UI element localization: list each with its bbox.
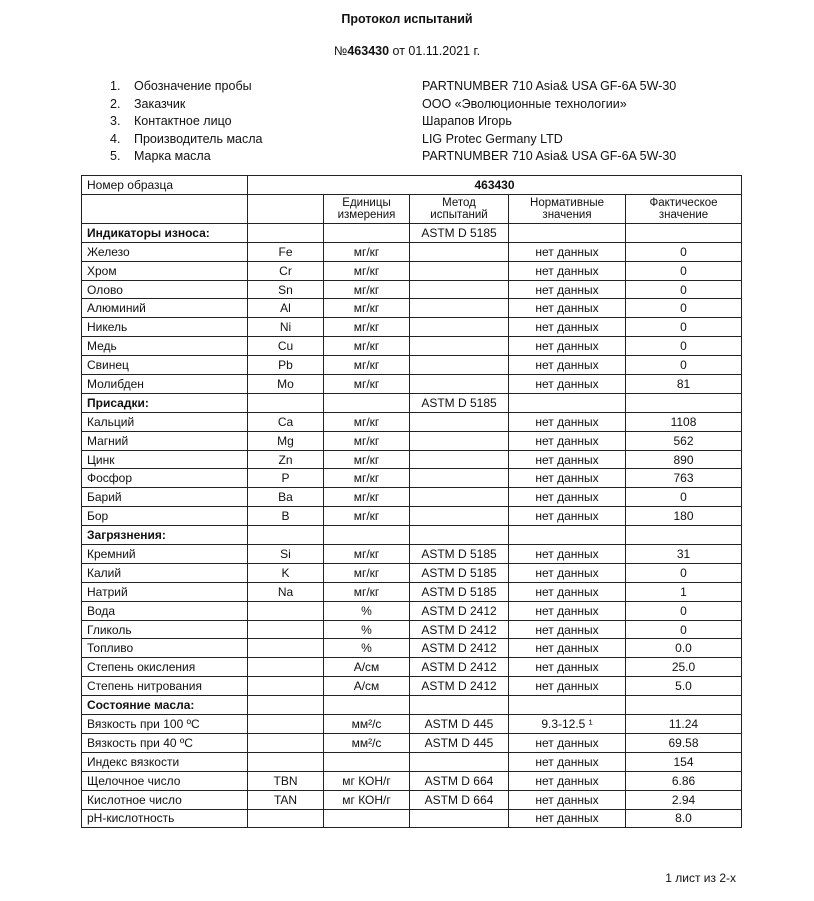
parameter-symbol: TAN bbox=[248, 790, 324, 809]
parameter-method bbox=[410, 242, 509, 261]
info-number: 1. bbox=[110, 79, 121, 93]
parameter-normative: нет данных bbox=[509, 790, 626, 809]
parameter-unit: А/см bbox=[324, 677, 410, 696]
parameter-value: 2.94 bbox=[626, 790, 742, 809]
parameter-value: 0 bbox=[626, 318, 742, 337]
table-row bbox=[82, 299, 742, 318]
section-row bbox=[82, 526, 742, 545]
parameter-name: Степень нитрования bbox=[82, 677, 248, 696]
parameter-unit: мг/кг bbox=[324, 280, 410, 299]
parameter-unit: мг КОН/г bbox=[324, 771, 410, 790]
parameter-normative: нет данных bbox=[509, 375, 626, 394]
parameter-unit: мг/кг bbox=[324, 545, 410, 564]
table-row bbox=[82, 658, 742, 677]
parameter-method bbox=[410, 469, 509, 488]
table-row bbox=[82, 677, 742, 696]
section-row bbox=[82, 393, 742, 412]
column-header-units: Единицы измерения bbox=[324, 194, 410, 223]
parameter-normative: нет данных bbox=[509, 488, 626, 507]
parameter-symbol: Na bbox=[248, 582, 324, 601]
parameter-symbol bbox=[248, 658, 324, 677]
parameter-method: ASTM D 2412 bbox=[410, 677, 509, 696]
table-row bbox=[82, 488, 742, 507]
parameter-normative: нет данных bbox=[509, 677, 626, 696]
parameter-value: 154 bbox=[626, 752, 742, 771]
section-title: Индикаторы износа: bbox=[82, 223, 248, 242]
parameter-value: 0 bbox=[626, 261, 742, 280]
parameter-symbol bbox=[248, 639, 324, 658]
parameter-name: Вязкость при 40 ºС bbox=[82, 733, 248, 752]
parameter-symbol bbox=[248, 620, 324, 639]
info-label: Производитель масла bbox=[134, 131, 263, 146]
sample-number-value: 463430 bbox=[248, 176, 742, 195]
section-title: Состояние масла: bbox=[82, 696, 248, 715]
parameter-value: 69.58 bbox=[626, 733, 742, 752]
parameter-name: pH-кислотность bbox=[82, 809, 248, 828]
parameter-normative: нет данных bbox=[509, 280, 626, 299]
parameter-value: 5.0 bbox=[626, 677, 742, 696]
parameter-normative: нет данных bbox=[509, 582, 626, 601]
table-row bbox=[82, 809, 742, 828]
parameter-value: 81 bbox=[626, 375, 742, 394]
parameter-value: 31 bbox=[626, 545, 742, 564]
info-row bbox=[110, 113, 730, 131]
parameter-symbol: P bbox=[248, 469, 324, 488]
parameter-symbol: Mo bbox=[248, 375, 324, 394]
cell-empty bbox=[509, 696, 626, 715]
parameter-unit: % bbox=[324, 620, 410, 639]
parameter-value: 0.0 bbox=[626, 639, 742, 658]
parameter-name: Цинк bbox=[82, 450, 248, 469]
parameter-name: Индекс вязкости bbox=[82, 752, 248, 771]
table-row bbox=[82, 507, 742, 526]
section-row bbox=[82, 696, 742, 715]
parameter-normative: нет данных bbox=[509, 771, 626, 790]
table-row bbox=[82, 469, 742, 488]
table-row bbox=[82, 375, 742, 394]
table-row bbox=[82, 318, 742, 337]
parameter-symbol: TBN bbox=[248, 771, 324, 790]
parameter-symbol bbox=[248, 809, 324, 828]
info-value: PARTNUMBER 710 Asia& USA GF-6A 5W-30 bbox=[422, 79, 677, 93]
protocol-date: от 01.11.2021 г. bbox=[389, 44, 481, 58]
parameter-normative: нет данных bbox=[509, 242, 626, 261]
parameter-normative: нет данных bbox=[509, 450, 626, 469]
table-row bbox=[82, 715, 742, 734]
parameter-method bbox=[410, 280, 509, 299]
table-row bbox=[82, 620, 742, 639]
parameter-value: 0 bbox=[626, 337, 742, 356]
cell-empty bbox=[324, 223, 410, 242]
parameter-method: ASTM D 2412 bbox=[410, 620, 509, 639]
parameter-method bbox=[410, 450, 509, 469]
parameter-unit: мг/кг bbox=[324, 488, 410, 507]
parameter-name: Кислотное число bbox=[82, 790, 248, 809]
parameter-unit bbox=[324, 752, 410, 771]
table-row bbox=[82, 790, 742, 809]
parameter-unit: мг/кг bbox=[324, 356, 410, 375]
section-method: ASTM D 5185 bbox=[410, 393, 509, 412]
parameter-normative: нет данных bbox=[509, 809, 626, 828]
parameter-normative: нет данных bbox=[509, 601, 626, 620]
parameter-symbol: Si bbox=[248, 545, 324, 564]
section-title: Загрязнения: bbox=[82, 526, 248, 545]
parameter-value: 25.0 bbox=[626, 658, 742, 677]
info-row bbox=[110, 131, 730, 149]
cell-empty bbox=[626, 393, 742, 412]
protocol-number: 463430 bbox=[347, 44, 390, 58]
info-label: Марка масла bbox=[134, 149, 211, 164]
parameter-normative: нет данных bbox=[509, 469, 626, 488]
cell-empty bbox=[248, 526, 324, 545]
parameter-value: 0 bbox=[626, 563, 742, 582]
parameter-name: Никель bbox=[82, 318, 248, 337]
parameter-symbol: Ni bbox=[248, 318, 324, 337]
cell-empty bbox=[626, 526, 742, 545]
parameter-symbol: Ca bbox=[248, 412, 324, 431]
parameter-method bbox=[410, 752, 509, 771]
parameter-method: ASTM D 5185 bbox=[410, 563, 509, 582]
parameter-unit: % bbox=[324, 639, 410, 658]
parameter-value: 11.24 bbox=[626, 715, 742, 734]
parameter-method: ASTM D 5185 bbox=[410, 582, 509, 601]
parameter-method: ASTM D 2412 bbox=[410, 639, 509, 658]
info-value: PARTNUMBER 710 Asia& USA GF-6A 5W-30 bbox=[422, 149, 677, 164]
info-label: Контактное лицо bbox=[134, 114, 232, 129]
parameter-unit: мг/кг bbox=[324, 261, 410, 280]
protocol-number-prefix: № bbox=[333, 44, 348, 58]
parameter-symbol: Mg bbox=[248, 431, 324, 450]
info-number: 5. bbox=[110, 149, 121, 164]
info-number: 4. bbox=[110, 131, 121, 146]
parameter-unit: мг/кг bbox=[324, 469, 410, 488]
parameter-value: 1 bbox=[626, 582, 742, 601]
parameter-normative: нет данных bbox=[509, 658, 626, 677]
parameter-value: 8.0 bbox=[626, 809, 742, 828]
parameter-unit: мм²/с bbox=[324, 715, 410, 734]
parameter-method: ASTM D 664 bbox=[410, 790, 509, 809]
cell-empty bbox=[324, 393, 410, 412]
parameter-unit: мм²/с bbox=[324, 733, 410, 752]
parameter-value: 180 bbox=[626, 507, 742, 526]
parameter-symbol: Ba bbox=[248, 488, 324, 507]
table-row bbox=[82, 563, 742, 582]
parameter-unit: мг/кг bbox=[324, 299, 410, 318]
parameter-name: Барий bbox=[82, 488, 248, 507]
parameter-unit: мг/кг bbox=[324, 337, 410, 356]
cell-empty bbox=[324, 696, 410, 715]
parameter-method: ASTM D 2412 bbox=[410, 601, 509, 620]
sample-info-list bbox=[110, 78, 730, 166]
table-row bbox=[82, 450, 742, 469]
parameter-value: 0 bbox=[626, 356, 742, 375]
parameter-name: Олово bbox=[82, 280, 248, 299]
parameter-name: Магний bbox=[82, 431, 248, 450]
parameter-normative: нет данных bbox=[509, 620, 626, 639]
table-row bbox=[82, 261, 742, 280]
parameter-name: Кремний bbox=[82, 545, 248, 564]
section-title: Присадки: bbox=[82, 393, 248, 412]
parameter-symbol bbox=[248, 677, 324, 696]
sample-number-label: Номер образца bbox=[82, 176, 248, 195]
parameter-name: Хром bbox=[82, 261, 248, 280]
parameter-name: Щелочное число bbox=[82, 771, 248, 790]
parameter-unit: мг/кг bbox=[324, 431, 410, 450]
parameter-normative: 9.3-12.5 ¹ bbox=[509, 715, 626, 734]
info-number: 3. bbox=[110, 114, 121, 129]
table-row bbox=[82, 582, 742, 601]
parameter-name: Топливо bbox=[82, 639, 248, 658]
parameter-value: 0 bbox=[626, 299, 742, 318]
column-header-method: Метод испытаний bbox=[410, 194, 509, 223]
parameter-symbol: Fe bbox=[248, 242, 324, 261]
parameter-symbol bbox=[248, 601, 324, 620]
table-row bbox=[82, 412, 742, 431]
cell-empty bbox=[248, 696, 324, 715]
parameter-name: Железо bbox=[82, 242, 248, 261]
cell-empty bbox=[248, 393, 324, 412]
parameter-normative: нет данных bbox=[509, 318, 626, 337]
parameter-normative: нет данных bbox=[509, 563, 626, 582]
cell-empty bbox=[626, 223, 742, 242]
parameter-normative: нет данных bbox=[509, 299, 626, 318]
parameter-unit: мг/кг bbox=[324, 375, 410, 394]
parameter-symbol: B bbox=[248, 507, 324, 526]
parameter-method bbox=[410, 488, 509, 507]
parameter-method bbox=[410, 412, 509, 431]
parameter-unit: мг/кг bbox=[324, 507, 410, 526]
parameter-name: Молибден bbox=[82, 375, 248, 394]
cell-empty bbox=[509, 526, 626, 545]
parameter-symbol bbox=[248, 752, 324, 771]
parameter-method: ASTM D 2412 bbox=[410, 658, 509, 677]
parameter-normative: нет данных bbox=[509, 733, 626, 752]
parameter-unit: мг/кг bbox=[324, 242, 410, 261]
parameter-method bbox=[410, 507, 509, 526]
parameter-unit: мг КОН/г bbox=[324, 790, 410, 809]
parameter-method bbox=[410, 337, 509, 356]
parameter-normative: нет данных bbox=[509, 431, 626, 450]
column-header-empty bbox=[82, 194, 248, 223]
parameter-method: ASTM D 445 bbox=[410, 733, 509, 752]
parameter-value: 0 bbox=[626, 280, 742, 299]
parameter-value: 0 bbox=[626, 488, 742, 507]
parameter-name: Степень окисления bbox=[82, 658, 248, 677]
parameter-value: 0 bbox=[626, 242, 742, 261]
parameter-normative: нет данных bbox=[509, 752, 626, 771]
cell-empty bbox=[626, 696, 742, 715]
column-header-row bbox=[82, 194, 742, 223]
parameter-unit: мг/кг bbox=[324, 582, 410, 601]
parameter-symbol: Zn bbox=[248, 450, 324, 469]
info-row bbox=[110, 96, 730, 114]
parameter-method: ASTM D 5185 bbox=[410, 545, 509, 564]
table-row bbox=[82, 242, 742, 261]
info-value: ООО «Эволюционные технологии» bbox=[422, 96, 627, 111]
parameter-method bbox=[410, 431, 509, 450]
parameter-normative: нет данных bbox=[509, 337, 626, 356]
parameter-name: Кальций bbox=[82, 412, 248, 431]
parameter-name: Бор bbox=[82, 507, 248, 526]
sample-number-row bbox=[82, 176, 742, 195]
info-label: Обозначение пробы bbox=[134, 79, 252, 93]
parameter-symbol: Al bbox=[248, 299, 324, 318]
parameter-method bbox=[410, 809, 509, 828]
parameter-name: Алюминий bbox=[82, 299, 248, 318]
parameter-normative: нет данных bbox=[509, 507, 626, 526]
section-method bbox=[410, 696, 509, 715]
parameter-symbol bbox=[248, 715, 324, 734]
section-row bbox=[82, 223, 742, 242]
column-header-empty bbox=[248, 194, 324, 223]
parameter-symbol: Sn bbox=[248, 280, 324, 299]
table-row bbox=[82, 601, 742, 620]
parameter-value: 763 bbox=[626, 469, 742, 488]
protocol-number-line bbox=[0, 44, 814, 58]
parameter-unit bbox=[324, 809, 410, 828]
parameter-normative: нет данных bbox=[509, 412, 626, 431]
parameter-name: Вязкость при 100 ºС bbox=[82, 715, 248, 734]
parameter-method bbox=[410, 375, 509, 394]
parameter-normative: нет данных bbox=[509, 261, 626, 280]
parameter-unit: % bbox=[324, 601, 410, 620]
parameter-method bbox=[410, 299, 509, 318]
table-row bbox=[82, 639, 742, 658]
table-row bbox=[82, 356, 742, 375]
info-number: 2. bbox=[110, 96, 121, 111]
parameter-normative: нет данных bbox=[509, 545, 626, 564]
column-header-actual: Фактическое значение bbox=[626, 194, 742, 223]
parameter-name: Натрий bbox=[82, 582, 248, 601]
results-table bbox=[81, 175, 742, 828]
cell-empty bbox=[509, 223, 626, 242]
parameter-name: Медь bbox=[82, 337, 248, 356]
parameter-symbol: Cr bbox=[248, 261, 324, 280]
parameter-symbol bbox=[248, 733, 324, 752]
info-row bbox=[110, 78, 730, 96]
parameter-value: 0 bbox=[626, 601, 742, 620]
cell-empty bbox=[509, 393, 626, 412]
parameter-normative: нет данных bbox=[509, 356, 626, 375]
table-row bbox=[82, 431, 742, 450]
parameter-symbol: Cu bbox=[248, 337, 324, 356]
parameter-value: 0 bbox=[626, 620, 742, 639]
cell-empty bbox=[324, 526, 410, 545]
parameter-value: 890 bbox=[626, 450, 742, 469]
parameter-unit: мг/кг bbox=[324, 450, 410, 469]
document-title: Протокол испытаний bbox=[341, 12, 473, 26]
parameter-method bbox=[410, 261, 509, 280]
table-row bbox=[82, 280, 742, 299]
parameter-symbol: K bbox=[248, 563, 324, 582]
info-label: Заказчик bbox=[134, 96, 186, 111]
parameter-name: Фосфор bbox=[82, 469, 248, 488]
parameter-unit: А/см bbox=[324, 658, 410, 677]
info-row bbox=[110, 148, 730, 166]
table-row bbox=[82, 545, 742, 564]
table-row bbox=[82, 733, 742, 752]
page-counter: 1 лист из 2-х bbox=[665, 871, 736, 885]
cell-empty bbox=[248, 223, 324, 242]
table-row bbox=[82, 771, 742, 790]
parameter-method bbox=[410, 356, 509, 375]
parameter-name: Гликоль bbox=[82, 620, 248, 639]
parameter-method: ASTM D 445 bbox=[410, 715, 509, 734]
column-header-normative: Нормативные значения bbox=[509, 194, 626, 223]
parameter-unit: мг/кг bbox=[324, 563, 410, 582]
parameter-name: Калий bbox=[82, 563, 248, 582]
info-value: Шарапов Игорь bbox=[422, 114, 512, 129]
parameter-name: Вода bbox=[82, 601, 248, 620]
parameter-symbol: Pb bbox=[248, 356, 324, 375]
table-row bbox=[82, 752, 742, 771]
parameter-value: 1108 bbox=[626, 412, 742, 431]
section-method: ASTM D 5185 bbox=[410, 223, 509, 242]
parameter-unit: мг/кг bbox=[324, 412, 410, 431]
parameter-normative: нет данных bbox=[509, 639, 626, 658]
parameter-unit: мг/кг bbox=[324, 318, 410, 337]
section-method bbox=[410, 526, 509, 545]
parameter-method bbox=[410, 318, 509, 337]
info-value: LIG Protec Germany LTD bbox=[422, 131, 563, 146]
table-row bbox=[82, 337, 742, 356]
parameter-name: Свинец bbox=[82, 356, 248, 375]
parameter-value: 562 bbox=[626, 431, 742, 450]
parameter-value: 6.86 bbox=[626, 771, 742, 790]
parameter-method: ASTM D 664 bbox=[410, 771, 509, 790]
